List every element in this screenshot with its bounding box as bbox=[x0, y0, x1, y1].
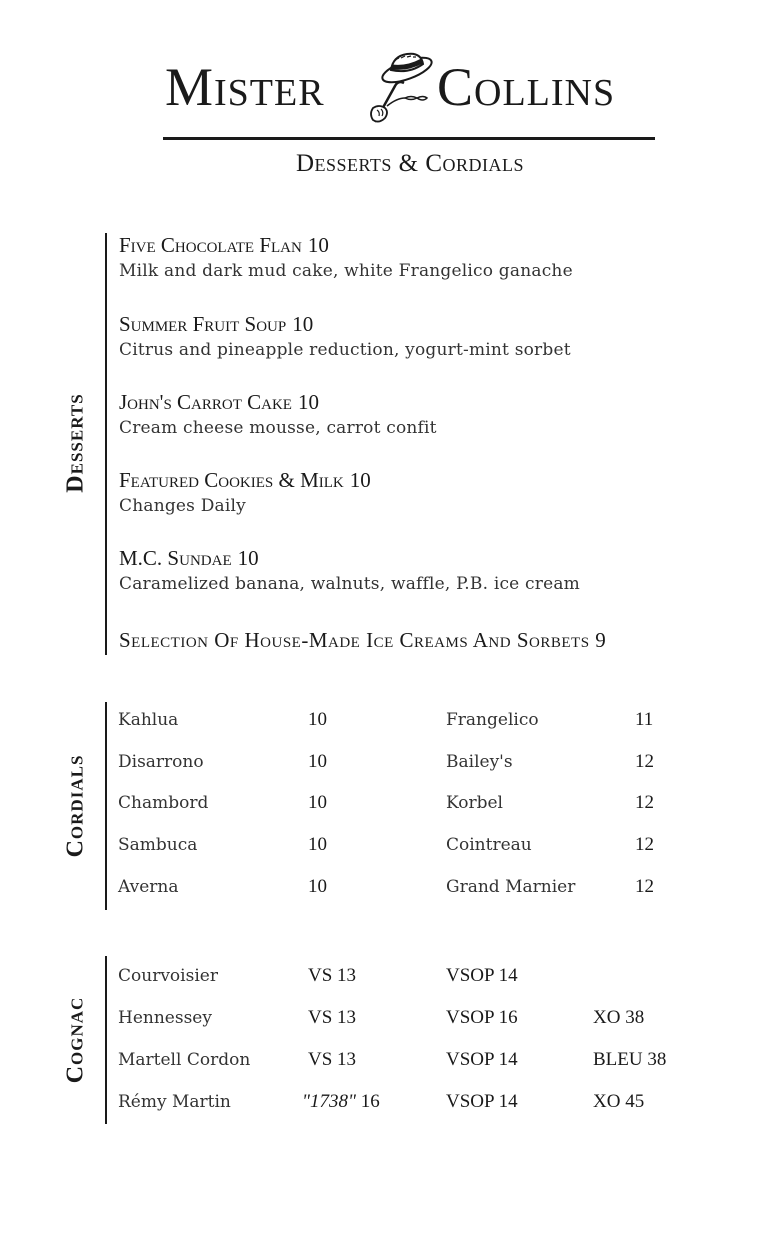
cordial-name: Averna bbox=[118, 877, 179, 897]
dessert-description: Citrus and pineapple reduction, yogurt-mint sorbet bbox=[119, 340, 571, 360]
dessert-price: 10 bbox=[307, 233, 329, 257]
cordial-price: 12 bbox=[635, 834, 654, 855]
dessert-description: Milk and dark mud cake, white Frangelico ganache bbox=[119, 261, 573, 281]
cordial-name: Cointreau bbox=[446, 835, 532, 855]
cognac-section-rule bbox=[105, 956, 107, 1124]
desserts-section-rule bbox=[105, 233, 107, 655]
cognac-1738-price bbox=[302, 1091, 380, 1113]
dessert-price: 10 bbox=[297, 390, 319, 414]
dessert-name: John's Carrot Cake bbox=[119, 390, 292, 414]
cognac-xo-price: XO 45 bbox=[593, 1091, 645, 1112]
dessert-name: Summer Fruit Soup bbox=[119, 312, 287, 336]
cognac-name: Rémy Martin bbox=[118, 1092, 231, 1112]
brand-name-left: Mister bbox=[165, 57, 325, 117]
cognac-vsop-price: VSOP 14 bbox=[446, 965, 518, 986]
dessert-price: 10 bbox=[292, 312, 314, 336]
cognac-vs-price: VS 13 bbox=[308, 1049, 357, 1070]
cognac-vsop-price: VSOP 16 bbox=[446, 1007, 518, 1028]
dessert-name: M.C. Sundae bbox=[119, 546, 232, 570]
dessert-description: Changes Daily bbox=[119, 496, 246, 516]
dessert-item bbox=[119, 390, 437, 439]
cordial-price: 12 bbox=[635, 792, 654, 813]
cognac-name: Courvoisier bbox=[118, 966, 218, 986]
cognac-1738-label: "1738" bbox=[302, 1091, 356, 1112]
brand-name-right: Collins bbox=[437, 57, 616, 117]
cognac-vsop-price: VSOP 14 bbox=[446, 1049, 518, 1070]
cordial-name: Frangelico bbox=[446, 710, 539, 730]
cordial-price: 11 bbox=[635, 709, 654, 730]
cordial-name: Bailey's bbox=[446, 752, 513, 772]
cordials-section-label: Cordials bbox=[62, 754, 89, 858]
cordial-name: Disarrono bbox=[118, 752, 204, 772]
cordial-price: 10 bbox=[308, 709, 327, 730]
cognac-section-label: Cognac bbox=[62, 996, 89, 1084]
menu-subtitle: Desserts & Cordials bbox=[295, 150, 525, 177]
dessert-price: 10 bbox=[349, 468, 371, 492]
cognac-bleu-price: BLEU 38 bbox=[593, 1049, 667, 1070]
cognac-vs-price: VS 13 bbox=[308, 965, 357, 986]
cordial-name: Sambuca bbox=[118, 835, 198, 855]
cordial-name: Grand Marnier bbox=[446, 877, 576, 897]
boater-hat-cane-icon bbox=[365, 50, 441, 130]
cognac-name: Martell Cordon bbox=[118, 1050, 251, 1070]
cordial-name: Kahlua bbox=[118, 710, 179, 730]
cordial-price: 10 bbox=[308, 876, 327, 897]
cordial-price: 10 bbox=[308, 792, 327, 813]
desserts-section-label: Desserts bbox=[62, 393, 89, 493]
cordial-price: 10 bbox=[308, 834, 327, 855]
cordial-price: 10 bbox=[308, 751, 327, 772]
cognac-vsop-price: VSOP 14 bbox=[446, 1091, 518, 1112]
dessert-name: Five Chocolate Flan bbox=[119, 233, 302, 257]
dessert-item bbox=[119, 233, 573, 282]
cognac-name: Hennessey bbox=[118, 1008, 212, 1028]
cognac-vs-price: VS 13 bbox=[308, 1007, 357, 1028]
cordial-name: Korbel bbox=[446, 793, 503, 813]
cordial-price: 12 bbox=[635, 876, 654, 897]
dessert-item bbox=[119, 312, 571, 361]
cordials-section-rule bbox=[105, 702, 107, 910]
dessert-description: Cream cheese mousse, carrot confit bbox=[119, 418, 437, 438]
dessert-price: 10 bbox=[237, 546, 259, 570]
dessert-name: Featured Cookies & Milk bbox=[119, 468, 344, 492]
cognac-1738-amount: 16 bbox=[360, 1091, 380, 1112]
ice-cream-selection: Selection Of House-Made Ice Creams And Sorbets 9 bbox=[119, 628, 607, 652]
dessert-description: Caramelized banana, walnuts, waffle, P.B. ice cream bbox=[119, 574, 580, 594]
dessert-item bbox=[119, 468, 371, 517]
header-divider bbox=[163, 137, 655, 140]
cordial-name: Chambord bbox=[118, 793, 209, 813]
cordial-price: 12 bbox=[635, 751, 654, 772]
cognac-xo-price: XO 38 bbox=[593, 1007, 645, 1028]
dessert-item bbox=[119, 546, 580, 595]
